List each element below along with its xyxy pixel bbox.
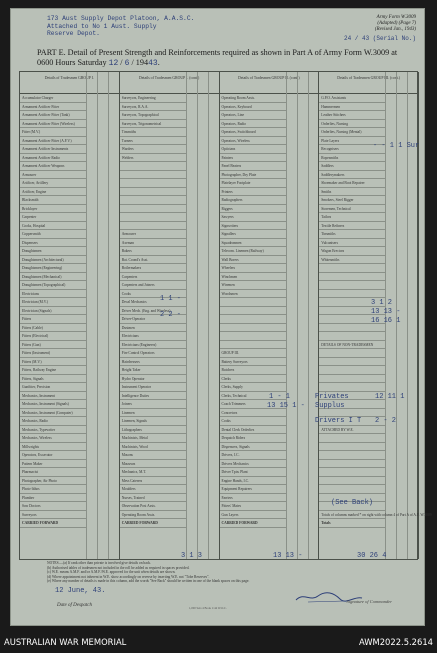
note-a: NOTES.—(a) If rank other than private is involved give details on back. bbox=[47, 561, 152, 565]
trade-row: Armament Artificer Weapons bbox=[20, 162, 86, 171]
trade-row: Wall Borers bbox=[220, 256, 286, 265]
trade-row: Cooks, Hospital bbox=[20, 222, 86, 231]
tradesmen-column-1 bbox=[20, 72, 120, 559]
trade-row: Electricians bbox=[20, 290, 86, 299]
trade-row: Operators, Line bbox=[220, 111, 286, 120]
trade-row: Butchers bbox=[220, 366, 286, 375]
trade-row: Saw Doctors bbox=[20, 502, 86, 511]
entry-drivers-it: Drivers I T bbox=[315, 417, 362, 425]
trade-row: Cooks bbox=[120, 290, 186, 299]
trade-row: Armourer bbox=[20, 171, 86, 180]
trade-row: Woodsmen bbox=[220, 290, 286, 299]
part-e-title: PART E. Detail of Present Strength and Reinforcements required as shown in Part A of Army Form W.3009 at 0600 Hours Saturday 12 / 6 / 19443. bbox=[37, 48, 398, 68]
trade-row: Welders bbox=[120, 154, 186, 163]
trade-row: Operators, Keyboard bbox=[220, 103, 286, 112]
trade-row: Dental Clerk Orderlies bbox=[220, 426, 286, 435]
trade-row: Photographer, Air Photo bbox=[20, 477, 86, 486]
trade-row bbox=[319, 264, 385, 273]
trade-row: Squadronmen bbox=[220, 239, 286, 248]
entry-carpenters-joiners: 1 1 - bbox=[160, 295, 182, 303]
trade-row bbox=[120, 213, 186, 222]
trade-row: Accumulator Charger bbox=[20, 94, 86, 103]
trade-row: Driver Mech. (Eng. and Wireless) bbox=[120, 307, 186, 316]
trade-row: Mess Caterers bbox=[120, 477, 186, 486]
trade-row: Armament Artificer Fitter (A.F.V.) bbox=[20, 137, 86, 146]
trade-row: GROUP III. bbox=[220, 349, 286, 358]
trade-row: Sawyers bbox=[220, 213, 286, 222]
trade-row: Boilermakers bbox=[120, 264, 186, 273]
trade-row: Machinists, Metal bbox=[120, 434, 186, 443]
serial-number: 24 / 43 (Serial No.) bbox=[343, 34, 416, 42]
trade-row: Pharmacist bbox=[20, 468, 86, 477]
trade-row: Decal Mechanics bbox=[120, 298, 186, 307]
trade-row: Operators, Radio bbox=[220, 120, 286, 129]
trade-row: Artificer, Artillery bbox=[20, 179, 86, 188]
column-heading: Details of Tradesmen GROUP I. (cont.) bbox=[120, 72, 219, 94]
trade-row: Signwriters bbox=[220, 222, 286, 231]
trade-row: Gun Layers bbox=[220, 511, 286, 520]
trade-row: Hydro Operator bbox=[120, 375, 186, 384]
trade-row: Saddlerymakers bbox=[319, 171, 385, 180]
archive-caption bbox=[0, 631, 437, 653]
trade-row: Armament Artificer Radio bbox=[20, 154, 86, 163]
trade-row bbox=[319, 468, 385, 477]
trade-row: Battery Surveyors bbox=[220, 358, 286, 367]
trade-row: Carpenters and Joiners bbox=[120, 281, 186, 290]
trade-row: Bat. Coond's Asst. bbox=[120, 256, 186, 265]
trade-row: Fitters (Gun) bbox=[20, 341, 86, 350]
tradesmen-table bbox=[19, 71, 432, 560]
trade-row: Despatch Riders bbox=[220, 434, 286, 443]
trade-row: Moulders bbox=[120, 485, 186, 494]
trade-row: Signallers bbox=[220, 230, 286, 239]
trade-row: Millwrights bbox=[20, 443, 86, 452]
trade-row: Printers bbox=[220, 188, 286, 197]
trade-row bbox=[220, 307, 286, 316]
trade-row: Cooks bbox=[220, 417, 286, 426]
trade-row: Height Taker bbox=[120, 366, 186, 375]
trade-row: Wiremen bbox=[220, 281, 286, 290]
form-number: Army Form W.3009 bbox=[376, 15, 416, 20]
entry-clerks-2: 13 15 1 - bbox=[267, 402, 305, 410]
trade-row: Electricians (Engineers) bbox=[120, 341, 186, 350]
signature-label: Signature of Commander bbox=[346, 599, 392, 604]
trade-row: Clerks, Supply bbox=[220, 383, 286, 392]
trade-row: Electricians bbox=[120, 332, 186, 341]
trade-row: Drivers Mechanics bbox=[220, 460, 286, 469]
trade-row: Farriers bbox=[220, 494, 286, 503]
trade-row: Leather Stitchers bbox=[319, 111, 385, 120]
footnotes bbox=[47, 561, 357, 584]
trade-row bbox=[120, 205, 186, 214]
trade-row: Joiners bbox=[120, 400, 186, 409]
trade-row: Mechanics, Wireless bbox=[20, 434, 86, 443]
title-text: PART E. Detail of Present Strength and Reinforcements required as shown in Part A of Army Form W.3009 at 0600 Hours Saturday bbox=[37, 48, 398, 67]
trade-row bbox=[319, 290, 385, 299]
form-sheet bbox=[10, 8, 432, 626]
date-day: 12 bbox=[108, 59, 119, 68]
trade-row: Photographer, Dry Plate bbox=[220, 171, 286, 180]
trade-row: Fitters (M.V.) bbox=[20, 358, 86, 367]
note-c: (c) W.E. means A.M.F. and/or A.M.F./W.E. approved for the unit when details are shown. bbox=[47, 570, 176, 575]
trade-row: Tinsmiths bbox=[120, 128, 186, 137]
trade-row: Textile Refiners bbox=[319, 222, 385, 231]
trade-row: Tinsmiths bbox=[319, 230, 385, 239]
trade-row: Armament Artificer Instruments bbox=[20, 145, 86, 154]
note-b: (b) Authorised tables of tradesmen not included in the roll be added as required in spaces provided. bbox=[47, 565, 190, 570]
trade-row bbox=[319, 375, 385, 384]
trade-row bbox=[220, 341, 286, 350]
date-year: 43 bbox=[148, 59, 158, 68]
trade-row: Storemen, Technical bbox=[319, 205, 385, 214]
trade-row bbox=[319, 434, 385, 443]
trade-row bbox=[220, 315, 286, 324]
trade-row bbox=[220, 332, 286, 341]
entry-cf-col3: 13 13 - bbox=[273, 552, 303, 560]
unit-line-1: 173 Aust Supply Depot Platoon, A.A.S.C. bbox=[47, 15, 195, 22]
trade-row: Ropesmiths bbox=[319, 154, 385, 163]
trade-row: Plate Layers bbox=[319, 137, 385, 146]
trade-row: Equipment Repairers bbox=[220, 485, 286, 494]
entry-orderlies-nursing: - - 1 1 Sur bbox=[373, 142, 420, 150]
trade-row: Driver Tptn. Plant bbox=[220, 468, 286, 477]
trade-row: Masons bbox=[120, 451, 186, 460]
trade-row bbox=[319, 349, 385, 358]
trade-row: Riggers bbox=[220, 205, 286, 214]
printer-imprint: 1,000 Sets 4 Book 1/44 W.O.C. bbox=[189, 606, 227, 610]
trade-row: Fitters (Cable) bbox=[20, 324, 86, 333]
entry-total-1: 3 1 2 bbox=[371, 299, 393, 307]
form-id-block bbox=[344, 15, 416, 42]
note-e: (e) Where any number of details is made in this column, add the words "See Back" should be written in one of the blank spaces on this page. bbox=[47, 579, 250, 584]
trade-row: Fitters (Instrument) bbox=[20, 349, 86, 358]
trade-row: Dispensers bbox=[20, 239, 86, 248]
trade-row: G.P.O. Assistants bbox=[319, 94, 385, 103]
trade-row: Electrician (M.V.) bbox=[20, 298, 86, 307]
trade-row bbox=[319, 451, 385, 460]
trade-row bbox=[120, 171, 186, 180]
trade-row: Winchmen bbox=[220, 273, 286, 282]
form-revised: (Revised Jan., 1943) bbox=[374, 27, 416, 33]
trade-row: Operating Room Assts. bbox=[120, 511, 186, 520]
trade-row bbox=[319, 281, 385, 290]
note-d: (d) Where appointment not inherent in W.E. show accordingly on reverse by inserting W.E. not "Tobe Reserves". bbox=[47, 574, 210, 579]
trade-row: Hammermen bbox=[319, 103, 385, 112]
despatch-date: 12 June, 43. bbox=[55, 587, 106, 595]
trade-row bbox=[319, 358, 385, 367]
trade-row: Armament Artificer Fitter (Tank) bbox=[20, 111, 86, 120]
trade-row: Smiths bbox=[319, 188, 385, 197]
trade-row: Operators, Wireless bbox=[220, 137, 286, 146]
trade-row bbox=[319, 332, 385, 341]
trade-row: DETAILS OF NON-TRADESMEN bbox=[319, 341, 385, 350]
trade-row: Mechanics, M.T. bbox=[120, 468, 186, 477]
trade-row: Observation Post Assts. bbox=[120, 502, 186, 511]
trade-row: Fitters, Railway Engine bbox=[20, 366, 86, 375]
trade-row: Bakers bbox=[120, 247, 186, 256]
trade-row bbox=[120, 179, 186, 188]
trade-row: Coach Trimmers bbox=[220, 400, 286, 409]
trade-row: Draughtsmen (Engineering) bbox=[20, 264, 86, 273]
entry-cf-col4: 30 26 4 bbox=[357, 552, 387, 560]
entry-supplus: Supplus bbox=[315, 402, 345, 410]
trade-row bbox=[120, 162, 186, 171]
trade-row: Armament Artificer Fitter (Wireless) bbox=[20, 120, 86, 129]
trade-row: Surveyors bbox=[20, 511, 86, 520]
trade-row: Painters bbox=[220, 154, 286, 163]
trade-row: Fitters, Signals bbox=[20, 375, 86, 384]
trade-row: Wagon Erectors bbox=[319, 247, 385, 256]
trade-row: Orderlies, Nursing bbox=[319, 120, 385, 129]
trade-row: Draughtsmen (Topographical) bbox=[20, 281, 86, 290]
trade-row: Machinists, Wood bbox=[120, 443, 186, 452]
trade-row: Blacksmith bbox=[20, 196, 86, 205]
trade-row: Turners bbox=[120, 137, 186, 146]
trade-row: Surveyors, Engineering bbox=[120, 94, 186, 103]
column-heading: Details of Tradesmen GROUP I. bbox=[20, 72, 119, 94]
trade-row: Electrician (Signals) bbox=[20, 307, 86, 316]
trade-row: Clerks, Technical bbox=[220, 392, 286, 401]
trade-row bbox=[220, 298, 286, 307]
trade-row: Telecom. Linemen (Railway) bbox=[220, 247, 286, 256]
trade-row: Concretors bbox=[220, 409, 286, 418]
trade-row: Dustmen bbox=[120, 324, 186, 333]
trade-row bbox=[319, 383, 385, 392]
trade-row: Mechanics, Instrument (Computer) bbox=[20, 409, 86, 418]
trade-row bbox=[120, 188, 186, 197]
trade-row: Axeman bbox=[120, 239, 186, 248]
trade-row: Mechanics, Typewriter bbox=[20, 426, 86, 435]
trade-row bbox=[319, 460, 385, 469]
entry-total-3: 16 16 1 bbox=[371, 317, 401, 325]
trade-row: Radiographers bbox=[220, 196, 286, 205]
trade-row: Opticians bbox=[220, 145, 286, 154]
carried-forward-label: CARRIED FORWARD bbox=[20, 519, 86, 528]
form-adapted: (Adapted) (Page 7) bbox=[377, 21, 416, 27]
trade-row: Coppersmith bbox=[20, 230, 86, 239]
caption-accession: AWM2022.5.2614 bbox=[358, 637, 433, 647]
trade-row: Driver-Operator bbox=[120, 315, 186, 324]
trade-row: Fitters' Mates bbox=[220, 502, 286, 511]
entry-drivers-values: 2 - 2 bbox=[375, 417, 397, 425]
trade-row: Operating Room Assts. bbox=[220, 94, 286, 103]
carried-forward-label: CARRIED FORWARD bbox=[120, 519, 186, 528]
trade-row: ATTACHED BY W.E. bbox=[319, 426, 385, 435]
trade-row: Gunfitter, Precision bbox=[20, 383, 86, 392]
trade-row: Clerks bbox=[220, 375, 286, 384]
entry-total-2: 13 13 - bbox=[371, 308, 401, 316]
trade-row: Surveyors, Trigonometrical bbox=[120, 120, 186, 129]
trade-row: Artificer, Engine bbox=[20, 188, 86, 197]
unit-line-3: Reserve Depot. bbox=[47, 30, 100, 38]
trade-row: Panel Beaters bbox=[220, 162, 286, 171]
trade-row: Wheelers bbox=[220, 264, 286, 273]
trade-row: Platelayer Footplate bbox=[220, 179, 286, 188]
trade-row bbox=[319, 366, 385, 375]
trade-row: Linemen, Signals bbox=[120, 417, 186, 426]
trade-row bbox=[319, 273, 385, 282]
despatch-label: Date of Despatch bbox=[57, 603, 92, 608]
carried-forward-label: CARRIED FORWARD bbox=[220, 519, 286, 528]
trade-row: Smokers, Steel Rigger bbox=[319, 196, 385, 205]
trade-row: Draughtsmen (Mechanical) bbox=[20, 273, 86, 282]
unit-line-2: Attached to No 1 Aust. Supply bbox=[47, 22, 157, 30]
trade-row: Dispensers, Signals bbox=[220, 443, 286, 452]
trade-row: Surveyors, R.A.A. bbox=[120, 103, 186, 112]
caption-source: AUSTRALIAN WAR MEMORIAL bbox=[4, 637, 127, 647]
trade-row: Bricklayer bbox=[20, 205, 86, 214]
trade-row: Shoemaker and Boot Repairer bbox=[319, 179, 385, 188]
trade-row: Operators, Switchboard bbox=[220, 128, 286, 137]
trade-row bbox=[120, 196, 186, 205]
trade-row: Mechanics, Radio bbox=[20, 417, 86, 426]
column-heading: Details of Tradesmen GROUP II. (cont.) bbox=[220, 72, 319, 94]
trade-row: Recognisers bbox=[319, 145, 385, 154]
trade-row: Operators, Excavator bbox=[20, 451, 86, 460]
trade-row: Fire Control Operators bbox=[120, 349, 186, 358]
trade-row bbox=[319, 485, 385, 494]
trade-row: Vulcanisers bbox=[319, 239, 385, 248]
trade-row bbox=[220, 324, 286, 333]
trade-row: Mechanics, Instrument (Signals) bbox=[20, 400, 86, 409]
trade-row: Armament Artificer Fitter bbox=[20, 103, 86, 112]
trade-row: Orderlies, Nursing (Mental) bbox=[319, 128, 385, 137]
trade-row: Whitesmiths bbox=[319, 256, 385, 265]
trade-row: Plumber bbox=[20, 494, 86, 503]
column-heading: Details of Tradesmen GROUP III. (cont.) bbox=[319, 72, 418, 94]
entry-privates-values: 12 11 1 bbox=[375, 393, 405, 401]
trade-row: Fitter (M.V.) bbox=[20, 128, 86, 137]
trade-row: Masseurs bbox=[120, 460, 186, 469]
trade-row: Hairdressers bbox=[120, 358, 186, 367]
trade-row bbox=[319, 443, 385, 452]
trade-row: Carpenters bbox=[120, 273, 186, 282]
trade-row bbox=[319, 477, 385, 486]
trade-row: Tailors bbox=[319, 213, 385, 222]
trade-row: Instrument Operator bbox=[120, 383, 186, 392]
trade-row: Draughtsmen bbox=[20, 247, 86, 256]
trade-row: Carpenter bbox=[20, 213, 86, 222]
trade-row: Surveyors, Topographical bbox=[120, 111, 186, 120]
trade-row: Nurses, Trained bbox=[120, 494, 186, 503]
trade-row: Drivers, I.C. bbox=[220, 451, 286, 460]
trade-row: Lithographers bbox=[120, 426, 186, 435]
trade-row: Warders bbox=[120, 145, 186, 154]
trade-row: Totals of columns marked * on right with column 4 of Part A of A.F. W.3009 bbox=[319, 511, 385, 520]
trade-row: Saddlers bbox=[319, 162, 385, 171]
trade-row: Fitters (Electrical) bbox=[20, 332, 86, 341]
trade-row: Pattern Maker bbox=[20, 460, 86, 469]
trade-row: Fitters bbox=[20, 315, 86, 324]
entry-see-back: (See Back) bbox=[331, 499, 374, 507]
entry-privates: Privates bbox=[315, 393, 349, 401]
trade-row: Linemen bbox=[120, 409, 186, 418]
trade-row bbox=[120, 222, 186, 231]
trade-row: Photo-lithos bbox=[20, 485, 86, 494]
trade-row: Armourer bbox=[120, 230, 186, 239]
trade-row: Engine Hands, I.C. bbox=[220, 477, 286, 486]
trade-row: Draughtsmen (Architectural) bbox=[20, 256, 86, 265]
unit-header bbox=[47, 15, 194, 38]
date-month: 6 bbox=[124, 59, 130, 68]
trade-row: Mechanics, Instrument bbox=[20, 392, 86, 401]
carried-forward-label: Totals bbox=[319, 519, 385, 528]
entry-cf-col2: 3 1 3 bbox=[181, 552, 203, 560]
entry-cooks: 2 2 - bbox=[160, 311, 182, 319]
entry-clerks-1: 1 - 1 bbox=[269, 393, 291, 401]
trade-row: Intelligence Duties bbox=[120, 392, 186, 401]
tradesmen-column-3 bbox=[220, 72, 320, 559]
